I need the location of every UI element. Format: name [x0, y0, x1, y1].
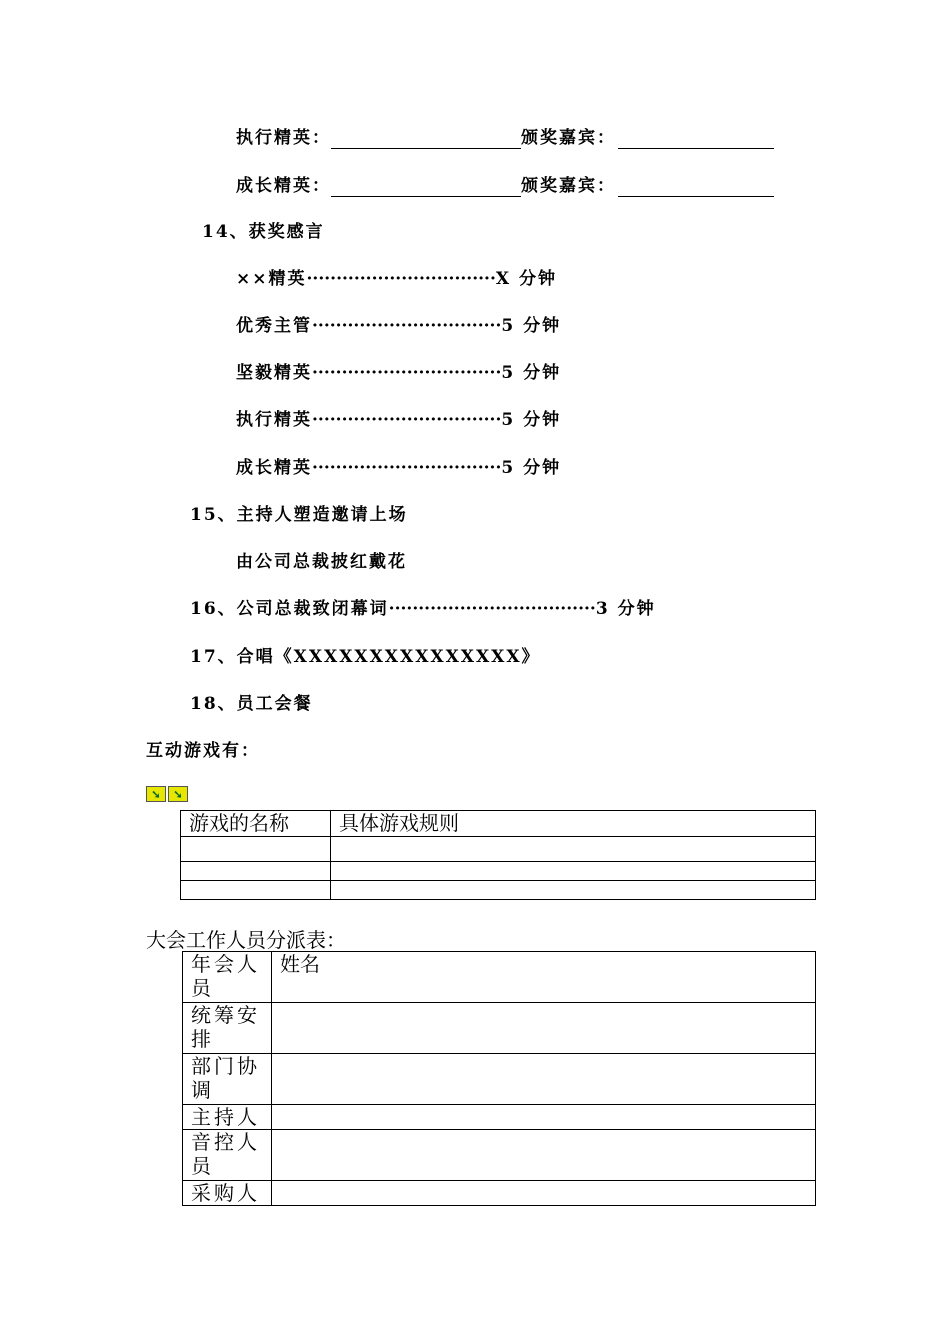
speech-time: 5 分钟: [501, 458, 562, 478]
agenda-item-14: [202, 221, 325, 243]
award-label: 执行精英：: [236, 128, 331, 148]
name-cell: [272, 1130, 816, 1181]
table-cell: [181, 837, 331, 862]
speech-row: [236, 409, 561, 431]
table-cell: [181, 881, 331, 900]
item-title: 合唱《XXXXXXXXXXXXXXX》: [236, 647, 541, 667]
item-number: 16、: [190, 599, 237, 619]
leader-dots: ································: [312, 458, 502, 478]
table-header: 具体游戏规则: [331, 811, 816, 837]
award-row: [236, 175, 774, 197]
speech-time: 5 分钟: [501, 316, 562, 336]
speech-row: [236, 362, 561, 384]
leader-dots: ···································: [388, 599, 596, 619]
role-cell: 年会人员: [183, 952, 272, 1003]
agenda-item-15-sub: 由公司总裁披红戴花: [236, 552, 407, 572]
presenter-label: 颁奖嘉宾：: [521, 176, 616, 196]
speech-name: 成长精英: [236, 458, 312, 478]
speech-name: 优秀主管: [236, 316, 312, 336]
blank-line: [331, 132, 521, 149]
agenda-item-18: [190, 693, 313, 715]
agenda-item-16: [190, 598, 656, 620]
item-number: 18、: [190, 694, 237, 714]
speech-name: 坚毅精英: [236, 363, 312, 383]
leader-dots: ································: [312, 316, 502, 336]
item-title: 员工会餐: [236, 694, 313, 714]
speech-name: ××精英: [236, 269, 307, 289]
role-cell: 主持人: [183, 1105, 272, 1130]
table-cell: [331, 881, 816, 900]
presenter-label: 颁奖嘉宾：: [521, 128, 616, 148]
table-cell: [181, 862, 331, 881]
item-number: 17、: [190, 647, 237, 667]
item-title: 获奖感言: [248, 222, 325, 242]
toolbar-icons: [146, 786, 188, 802]
role-cell: 统筹安排: [183, 1003, 272, 1054]
speech-time: 5 分钟: [501, 363, 562, 383]
speech-row: [236, 315, 561, 337]
blank-line: [618, 132, 774, 149]
item-number: 14、: [202, 222, 249, 242]
speech-name: 执行精英: [236, 410, 312, 430]
item-title: 主持人塑造邀请上场: [236, 505, 408, 525]
role-cell: 部门协调: [183, 1054, 272, 1105]
leader-dots: ································: [306, 269, 496, 289]
arrow-icon[interactable]: ➘: [146, 786, 166, 802]
item-time: 3 分钟: [595, 599, 656, 619]
speech-row: [236, 457, 561, 479]
table-header: 姓名: [272, 952, 816, 1003]
staff-heading: 大会工作人员分派表：: [146, 928, 346, 952]
speech-row: [236, 268, 557, 290]
item-title: 公司总裁致闭幕词: [236, 599, 389, 619]
name-cell: [272, 1105, 816, 1130]
staff-table: [182, 951, 816, 1206]
blank-line: [331, 180, 521, 197]
name-cell: [272, 1181, 816, 1206]
name-cell: [272, 1003, 816, 1054]
item-number: 15、: [190, 505, 237, 525]
agenda-item-15: [190, 504, 408, 526]
leader-dots: ································: [312, 363, 502, 383]
speech-time: X 分钟: [495, 269, 557, 289]
agenda-item-17: [190, 646, 541, 668]
award-row: [236, 127, 774, 149]
speech-time: 5 分钟: [501, 410, 562, 430]
name-cell: [272, 1054, 816, 1105]
table-cell: [331, 862, 816, 881]
blank-line: [618, 180, 774, 197]
role-cell: 音控人员: [183, 1130, 272, 1181]
leader-dots: ································: [312, 410, 502, 430]
role-cell: 采购人: [183, 1181, 272, 1206]
arrow-icon[interactable]: ➘: [168, 786, 188, 802]
games-heading: 互动游戏有：: [146, 741, 260, 761]
table-cell: [331, 837, 816, 862]
table-header: 游戏的名称: [181, 811, 331, 837]
games-table: [180, 810, 816, 900]
award-label: 成长精英：: [236, 176, 331, 196]
